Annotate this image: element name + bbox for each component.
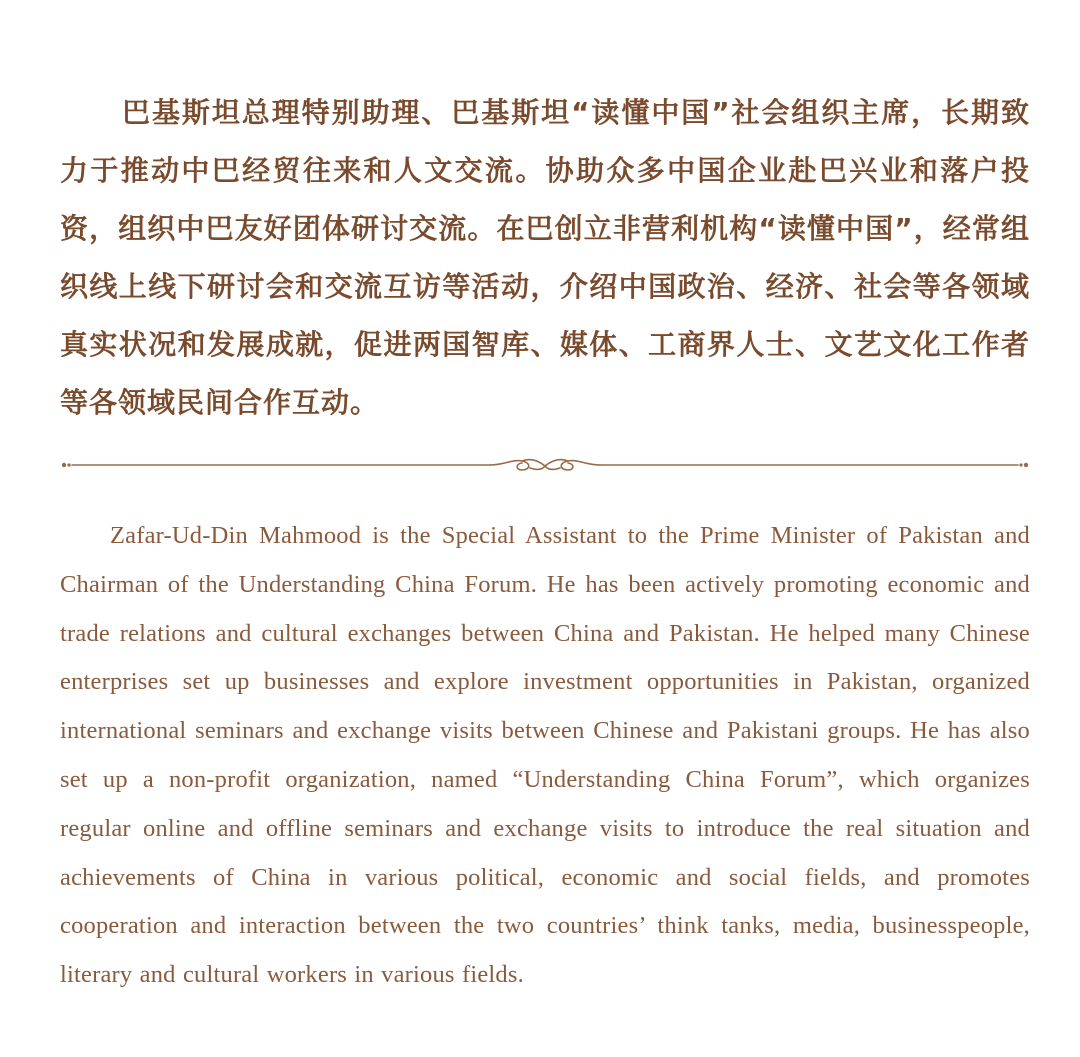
english-bio-section [60,512,1030,1000]
english-bio-paragraph: Zafar-Ud-Din Mahmood is the Special Assistant to the Prime Minister of Pakistan and Chairman of the Understanding China Forum. He has been actively promoting economic and trade relations and cultural exchanges between China and Pakistan. He helped many Chinese enterprises set up businesses and explore investment opportunities in Pakistan, organized international seminars and exchange visits between Chinese and Pakistani groups. He has also set up a non-profit organization, named “Understanding China Forum”, which organizes regular online and offline seminars and exchange visits to introduce the real situation and achievements of China in various political, economic and social fields, and promotes cooperation and interaction between the two countries’ think tanks, media, businesspeople, literary and cultural workers in various fields. [60,522,1030,989]
chinese-bio-section [60,84,1030,432]
ornamental-divider [60,452,1030,478]
chinese-bio-paragraph: 巴基斯坦总理特别助理、巴基斯坦“读懂中国”社会组织主席，长期致力于推动中巴经贸往来和人文交流。协助众多中国企业赴巴兴业和落户投资，组织中巴友好团体研讨交流。在巴创立非营利机构“读懂中国”，经常组织线上线下研讨会和交流互访等活动，介绍中国政治、经济、社会等各领域真实状况和发展成就，促进两国智库、媒体、工商界人士、文艺文化工作者等各领域民间合作互动。 [60,96,1030,419]
